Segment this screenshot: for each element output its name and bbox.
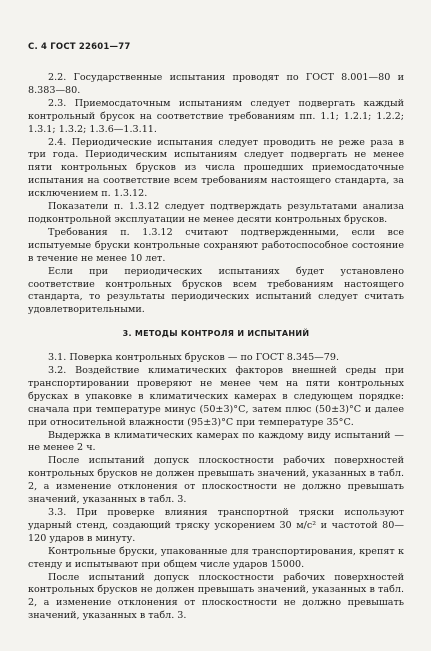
paragraph-exposure: Выдержка в климатических камерах по каждому виду испытаний — не менее 2 ч. [28,429,404,454]
paragraph-periodic-result: Если при периодических испытаниях будет установлено соответствие контрольных брусков всем требованиям настоящего стандарта, то результаты периодических испытаний следует считать удовлетворительными. [28,265,404,316]
paragraph-mounting: Контрольные бруски, упакованные для транспортирования, крепят к стенду и испытывают при общем числе ударов 15000. [28,545,404,570]
document-body [28,72,404,623]
paragraph-after-tests-1: После испытаний допуск плоскостности рабочих поверхностей контрольных брусков не должен превышать значений, указанных в табл. 2, а изменение отклонения от плоскостности не должно превышать значений, указанных в табл. 3. [28,455,404,506]
paragraph-3-1: 3.1. Поверка контрольных брусков — по ГОСТ 8.345—79. [48,352,340,364]
paragraph-3-2: 3.2. Воздействие климатических факторов внешней среды при транспортировании проверяют не менее чем на пяти контрольных брусках в упаковке в климатических камерах в следующем порядке: сначала при температуре минус (50±3)°С, затем плюс (50±3)°С и далее при относительной влажности (95±3)°С при температуре 35°С. [28,365,404,428]
paragraph-2-4: 2.4. Периодические испытания следует проводить не реже раза в три года. Периодическим испытаниям следует подвергать не менее пяти контрольных брусков из числа прошедших приемосдаточные испытания на соответствие всем требованиям настоящего стандарта, за исключением п. 1.3.12. [28,136,404,200]
page-header: С. 4 ГОСТ 22601—77 [28,42,131,52]
paragraph-3-3: 3.3. При проверке влияния транспортной тряски используют ударный стенд, создающий тряску ускорением 30 м/с² и частотой 80—120 ударов в минуту. [28,507,404,544]
section-heading: 3. МЕТОДЫ КОНТРОЛЯ И ИСПЫТАНИЙ [122,329,310,339]
paragraph-2-2: 2.2. Государственные испытания проводят по ГОСТ 8.001—80 и 8.383—80. [28,72,404,96]
paragraph-requirements: Требования п. 1.3.12 считают подтвержденными, если все испытуемые бруски контрольные сохраняют работоспособное состояние в течение не менее 10 лет. [28,226,404,264]
paragraph-2-3: 2.3. Приемосдаточным испытаниям следует подвергать каждый контрольный брусок на соответствие требованиям пп. 1.1; 1.2.1; 1.2.2; 1.3.1; 1.3.2; 1.3.6—1.3.11. [28,97,404,135]
paragraph-indicators: Показатели п. 1.3.12 следует подтверждать результатами анализа подконтрольной эксплуатации не менее десяти контрольных брусков. [28,201,404,225]
paragraph-after-tests-2: После испытаний допуск плоскостности рабочих поверхностей контрольных брусков не должен превышать значений, указанных в табл. 2, а изменение отклонения от плоскостности не должно превышать значений, указанных в табл. 3. [28,571,404,622]
